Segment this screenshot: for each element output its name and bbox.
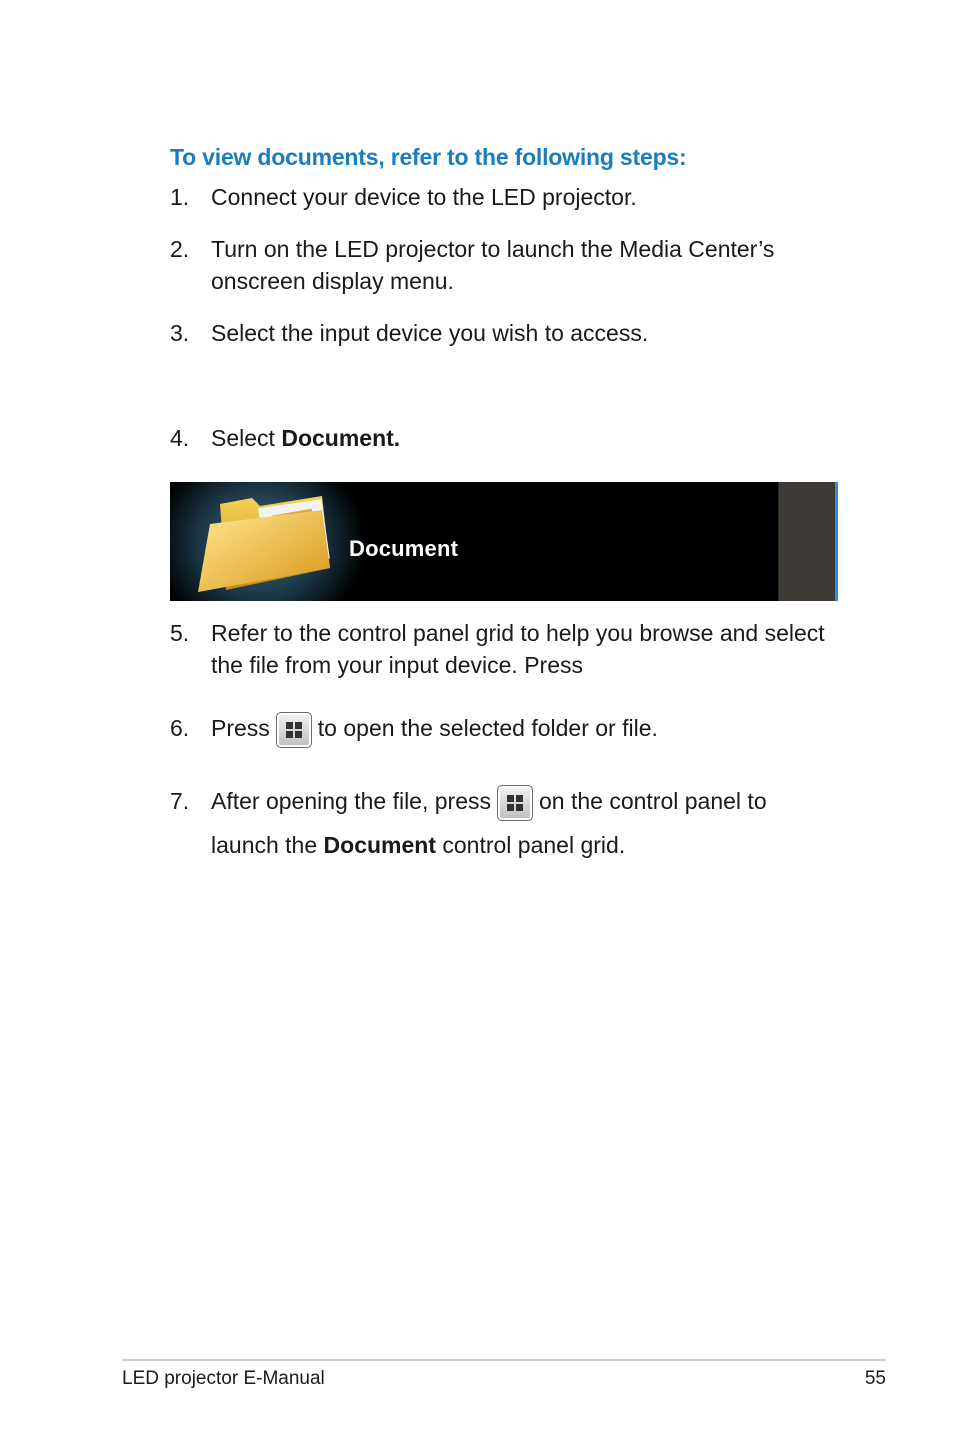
grid-icon	[506, 794, 524, 812]
step-2	[170, 233, 850, 297]
step-text: Select the input device you wish to access.	[211, 320, 649, 346]
step-number: 7.	[170, 788, 190, 814]
document-label: Document	[349, 536, 459, 561]
grid-button	[497, 785, 533, 821]
step-text-after: to open the selected folder or file.	[317, 715, 658, 741]
grid-icon	[285, 721, 303, 739]
step-number: 5.	[170, 620, 190, 646]
selection-edge	[835, 482, 838, 601]
step-text-line-2: the file from your input device. Press	[211, 652, 583, 678]
step-bold-text: Document.	[281, 425, 401, 451]
step-text: Press	[211, 715, 270, 741]
step-text-line-2: onscreen display menu.	[211, 268, 454, 294]
step-text: After opening the file, press	[211, 788, 491, 814]
folder-icon	[190, 490, 340, 598]
step-5	[170, 617, 850, 681]
step-text: Select	[211, 425, 282, 451]
section-heading: To view documents, refer to the following steps:	[170, 144, 687, 170]
footer-title: LED projector E-Manual	[122, 1368, 325, 1389]
grid-button	[276, 712, 312, 748]
step-text-line-1: Refer to the control panel grid to help you browse and select	[211, 620, 825, 646]
step-text: Connect your device to the LED projector.	[211, 184, 637, 210]
step-bold-text: Document	[323, 832, 436, 858]
step-text-line-2-end: control panel grid.	[435, 832, 626, 858]
side-panel	[778, 482, 836, 601]
step-number: 1.	[170, 184, 190, 210]
step-number: 6.	[170, 715, 190, 741]
step-7	[170, 781, 850, 871]
step-number: 3.	[170, 320, 190, 346]
page-number: 55	[864, 1368, 886, 1389]
step-number: 4.	[170, 425, 190, 451]
footer-divider	[122, 1359, 886, 1361]
step-number: 2.	[170, 236, 190, 262]
step-text-line-1: Turn on the LED projector to launch the Media Center’s	[211, 236, 775, 262]
step-text-line-2: launch the	[211, 832, 324, 858]
step-text-after: on the control panel to	[539, 788, 767, 814]
document-menu-item[interactable]	[170, 482, 838, 601]
